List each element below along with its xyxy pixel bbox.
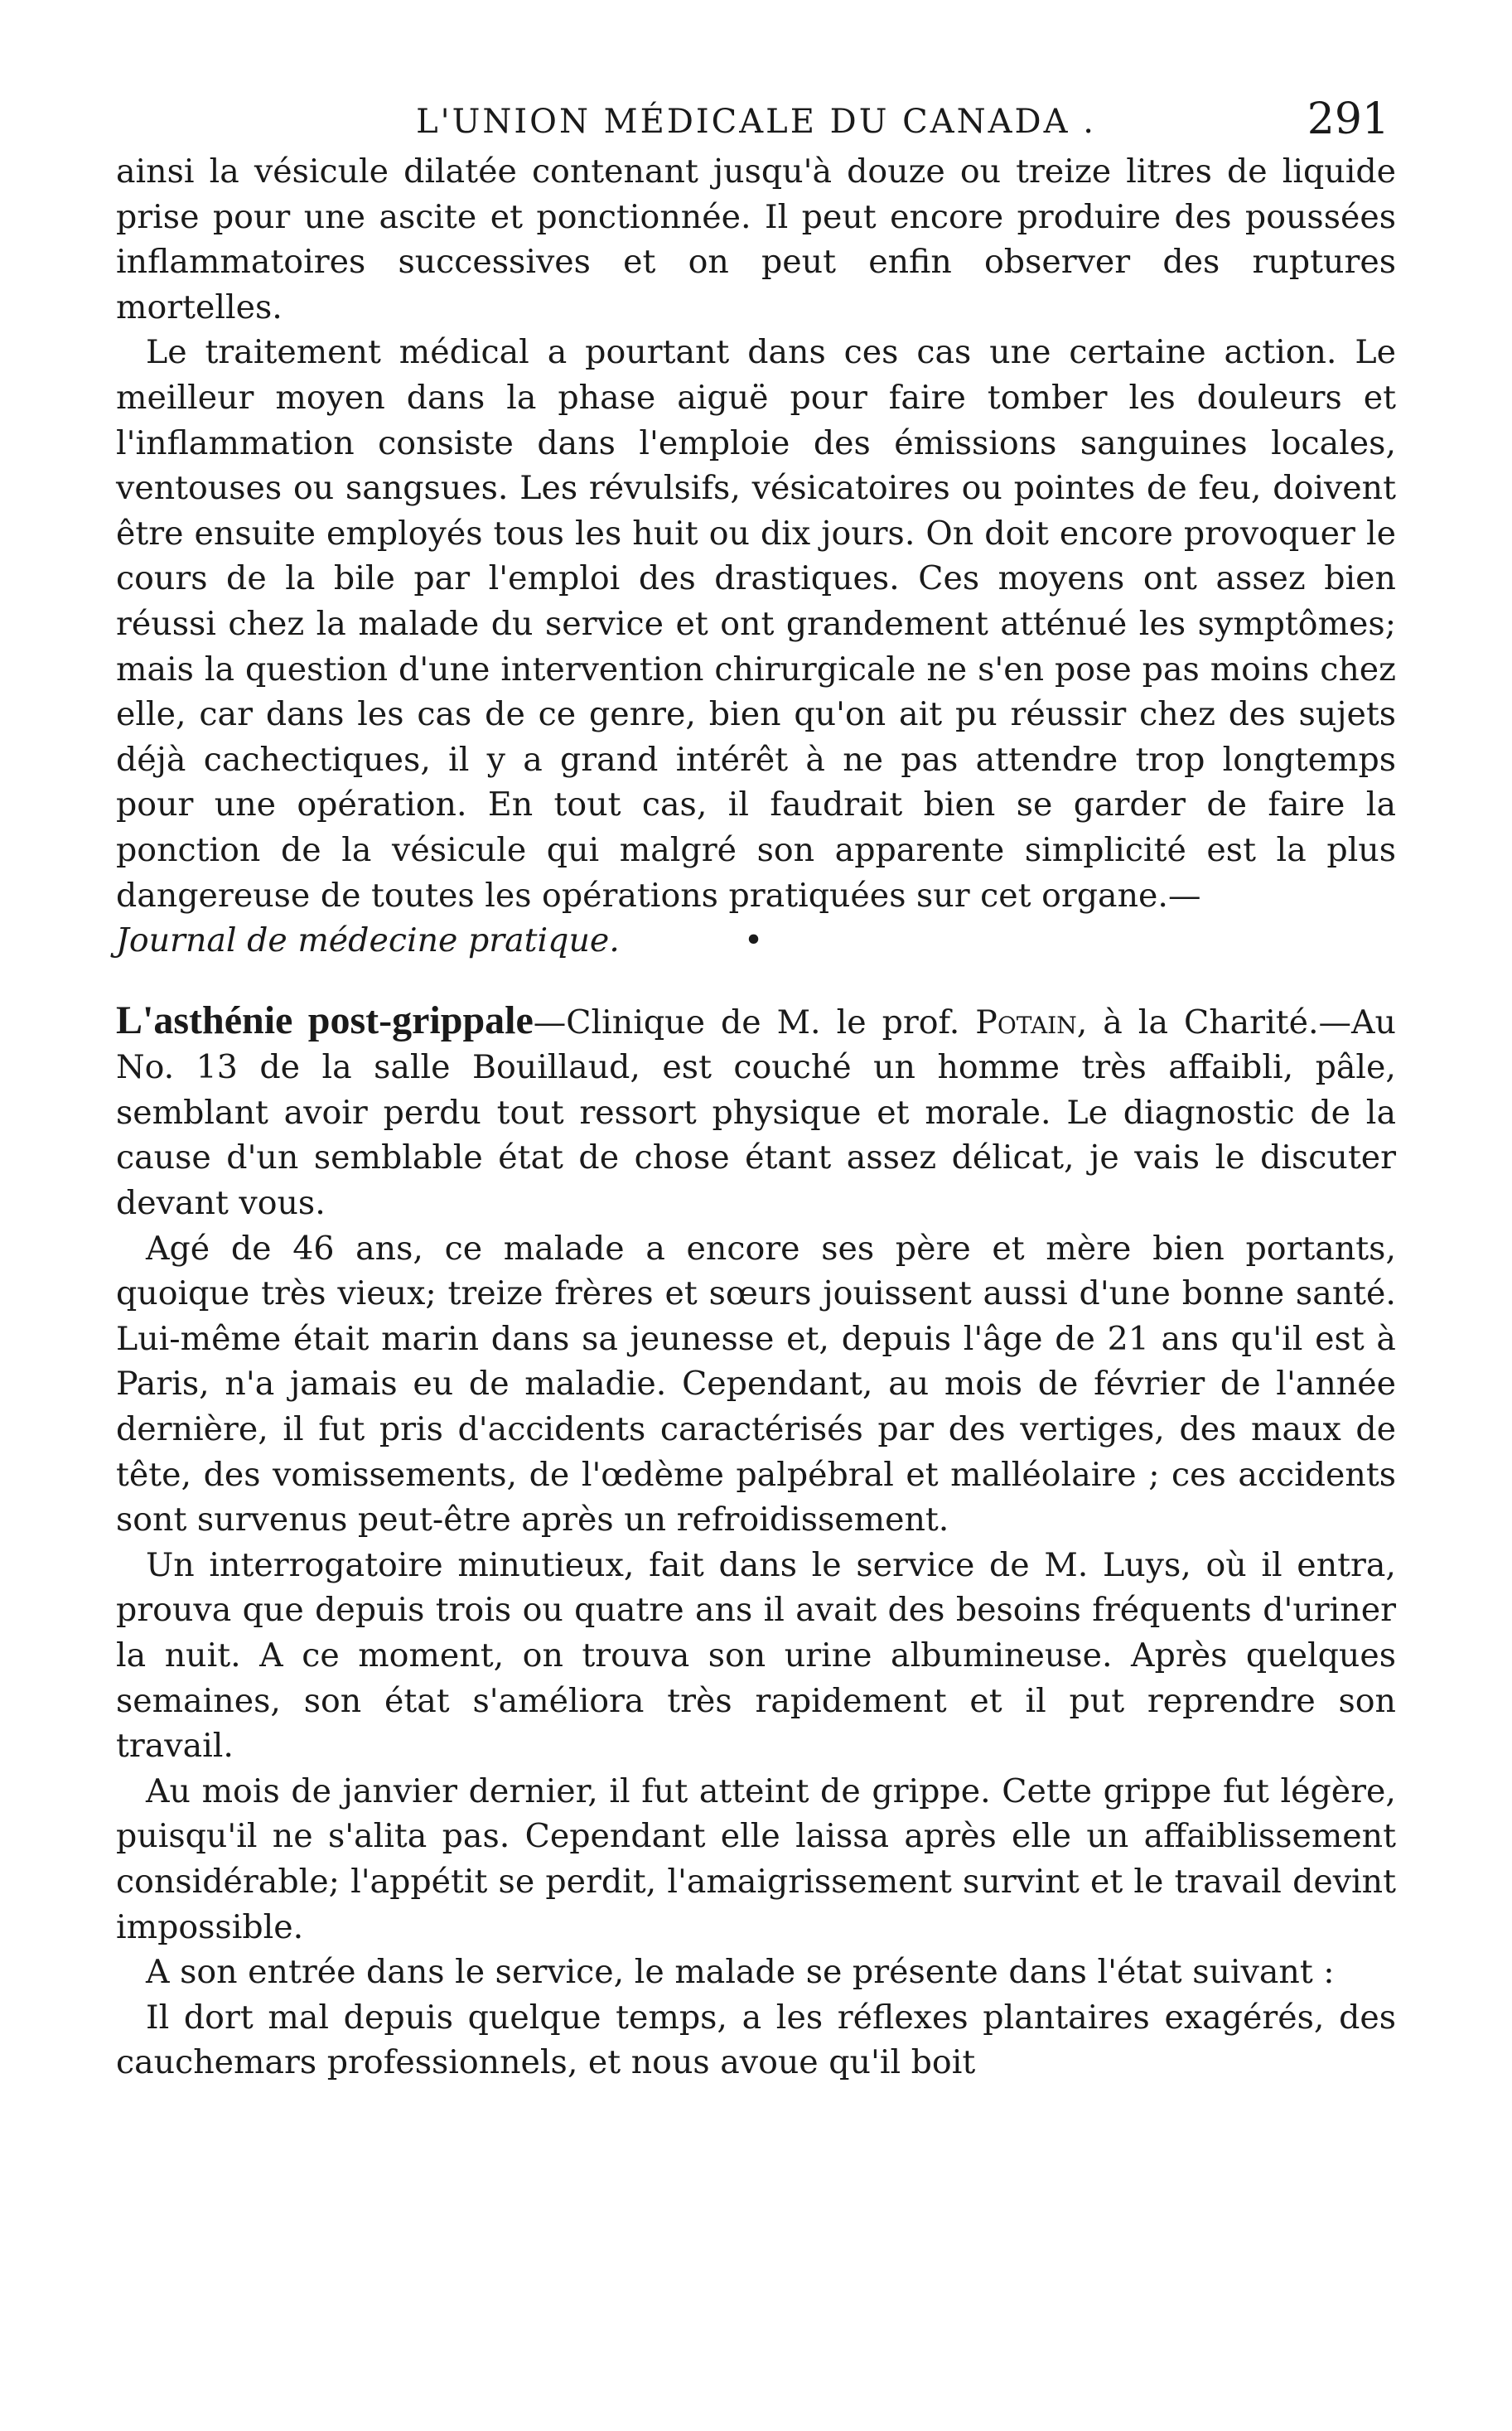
section-intro xyxy=(116,998,1396,1226)
page-number: 291 xyxy=(1307,94,1389,144)
article-vesicule xyxy=(116,149,1396,964)
paragraph: Le traitement médical a pourtant dans ces cas une certaine action. Le meilleur moyen dans la phase aiguë pour faire tomber les douleurs et l'inflammation consiste dans l'emploie des émissions sanguines locales, ventouses ou sangsues. Les révulsifs, vésicatoires ou pointes de feu, doivent être ensuite employés tous les huit ou dix jours. On doit encore provoquer le cours de la bile par l'emploi des drastiques. Ces moyens ont assez bien réussi chez la malade du service et ont grandement atténué les symptômes; mais la question d'une intervention chirurgicale ne s'en pose pas moins chez elle, car dans les cas de ce genre, bien qu'on ait pu réussir chez des sujets déjà cachectiques, il y a grand intérêt à ne pas attendre trop longtemps pour une opération. En tout cas, il faudrait bien se garder de faire la ponction de la vésicule qui malgré son apparente simplicité est la plus dangereuse de toutes les opérations pratiquées sur cet organe.— xyxy=(116,333,1396,915)
paragraph: Un interrogatoire minutieux, fait dans le service de M. Luys, où il entra, prouva que depuis trois ou quatre ans il avait des besoins fréquents d'uriner la nuit. A ce moment, on trouva son urine albumineuse. Après quelques semaines, son état s'améliora très rapidement et il put reprendre son travail. xyxy=(116,1545,1396,1766)
source-mark: • xyxy=(743,921,764,960)
paragraph: Au mois de janvier dernier, il fut atteint de grippe. Cette grippe fut légère, puisqu'il ne s'alita pas. Cependant elle laissa après elle un affaiblissement considérable; l'appétit se perdit, l'amaigrissement survint et le travail devint impossible. xyxy=(116,1771,1396,1946)
journal-title: L'UNION MÉDICALE DU CANADA . xyxy=(416,103,1096,141)
article-asthenie xyxy=(116,998,1396,2085)
paragraph: Il dort mal depuis quelque temps, a les réflexes plantaires exagérés, des cauchemars professionnels, et nous avoue qu'il boit xyxy=(116,1998,1396,2082)
document-page xyxy=(116,91,1396,2085)
running-head xyxy=(116,91,1396,149)
intro-pre: —Clinique de M. le prof. xyxy=(533,1003,976,1042)
intro-post: , à la Charité.—Au No. 13 de la salle Bouillaud, est couché un homme très affaibli, pâle, semblant avoir perdu tout ressort physique et morale. Le diagnostic de la cause d'un semblable état de chose étant assez délicat, je vais le discuter devant vous. xyxy=(116,1003,1396,1223)
section-title: L'asthénie post-grippale xyxy=(116,998,534,1042)
source-title: Journal de médecine pratique. xyxy=(116,921,620,960)
source-citation xyxy=(116,918,1396,964)
paragraph: A son entrée dans le service, le malade se présente dans l'état suivant : xyxy=(146,1953,1335,1992)
paragraph: ainsi la vésicule dilatée contenant jusqu'à douze ou treize litres de liquide prise pour une ascite et ponctionnée. Il peut encore produire des poussées inflammatoires successives et on peut enfin observer des ruptures mortelles. xyxy=(116,152,1396,326)
professor-name: Potain xyxy=(975,1003,1077,1042)
paragraph: Agé de 46 ans, ce malade a encore ses père et mère bien portants, quoique très vieux; treize frères et sœurs jouissent aussi d'une bonne santé. Lui-même était marin dans sa jeunesse et, depuis l'âge de 21 ans qu'il est à Paris, n'a jamais eu de maladie. Cependant, au mois de février de l'année dernière, il fut pris d'accidents caractérisés par des vertiges, des maux de tête, des vomissements, de l'œdème palpébral et malléolaire ; ces accidents sont survenus peut-être après un refroidissement. xyxy=(116,1229,1396,1539)
